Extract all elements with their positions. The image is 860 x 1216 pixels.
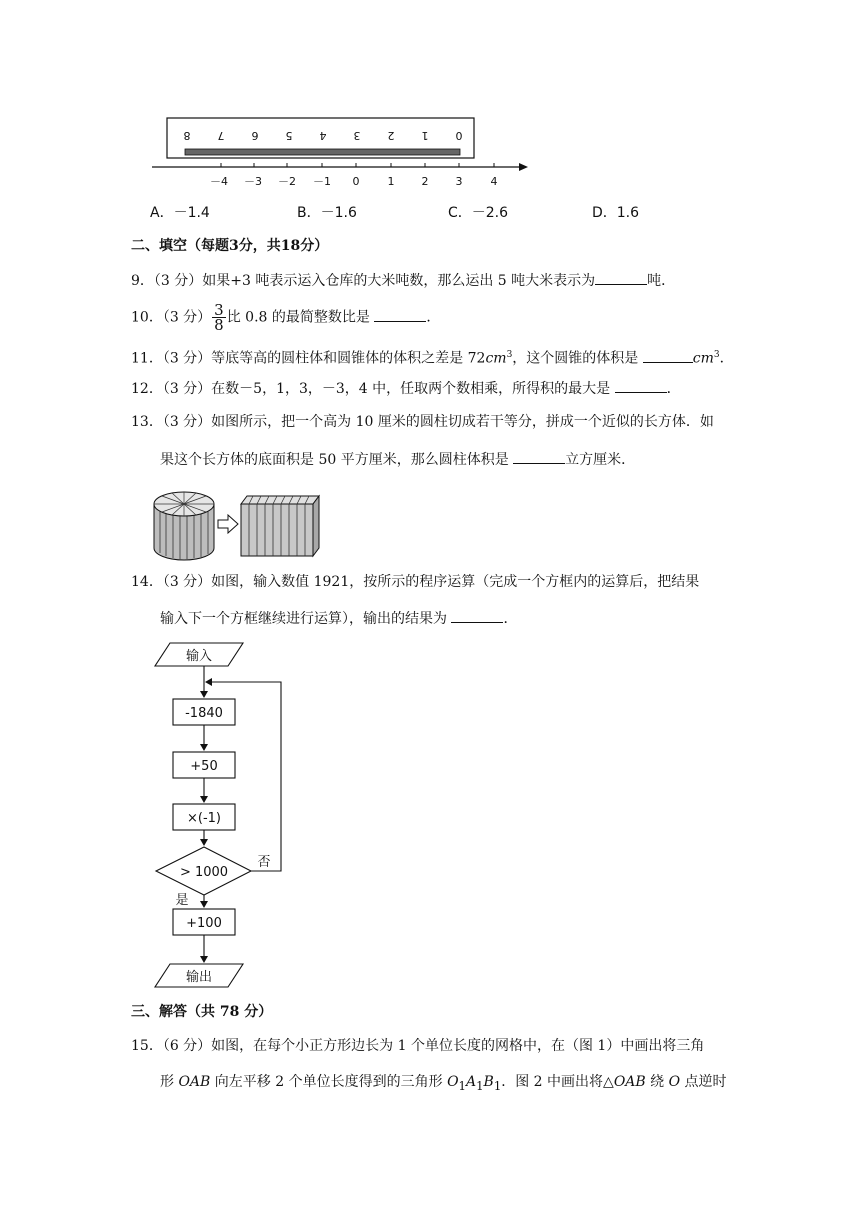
q15-var: O (447, 1074, 459, 1090)
question-15-line-1: 15．（6 分）如图，在每个小正方形边长为 1 个单位长度的网格中，在（图 1）中画出将三角 (131, 1038, 705, 1054)
flowchart (148, 640, 298, 992)
ruler-label: 8 (183, 129, 191, 142)
ruler-label: 7 (217, 129, 225, 142)
unit-exponent: 3 (506, 350, 513, 360)
q13-end: 立方厘米． (565, 452, 636, 468)
cylinder-icon (154, 492, 214, 560)
flow-yes-label: 是 (175, 893, 189, 908)
q15-sub: 1 (476, 1078, 484, 1093)
flow-step-label: +100 (186, 916, 222, 931)
ruler-shaded-bar (185, 149, 460, 155)
ruler-label: 3 (353, 129, 361, 142)
cuboid-icon (241, 496, 319, 556)
q15-var: A (465, 1074, 477, 1090)
unit: cm (692, 350, 714, 367)
flow-condition-label: > 1000 (179, 865, 229, 880)
q15-var: O (668, 1074, 681, 1090)
q12-text: 12．（3 分）在数－5，1，3，－3，4 中，任取两个数相乘，所得积的最大是 (131, 381, 611, 397)
flow-no-label: 否 (257, 855, 271, 870)
ruler-label: 5 (285, 129, 293, 142)
q11-end: ． (719, 350, 734, 367)
question-11 (131, 345, 734, 369)
question-10 (131, 303, 440, 332)
unit-exponent: 3 (713, 350, 720, 360)
q12-end: ． (666, 381, 681, 397)
axis-tick-label: 2 (421, 175, 429, 188)
section-3-title: 三、解答（共 78 分） (131, 1004, 273, 1020)
right-arrow-icon (218, 515, 238, 533)
question-14-line-2 (160, 608, 517, 629)
answer-blank (451, 608, 503, 623)
question-12 (131, 378, 681, 399)
flow-step-label: -1840 (185, 706, 223, 721)
option-b: B．－1.6 (297, 205, 357, 221)
cylinder-to-cuboid-figure (148, 486, 328, 564)
q14-text: 输入下一个方框继续进行运算），输出的结果为 (160, 611, 447, 627)
answer-blank (374, 307, 426, 322)
q15-var: OAB (613, 1074, 646, 1090)
q9-text: 9．（3 分）如果+3 吨表示运入仓库的大米吨数，那么运出 5 吨大米表示为 (131, 273, 596, 289)
fraction-numerator: 3 (214, 301, 224, 319)
axis-tick-label: 3 (455, 175, 463, 188)
q15-text: 向左平移 2 个单位长度得到的三角形 (210, 1074, 448, 1090)
ruler-label: 4 (319, 129, 327, 142)
q9-text-end: 吨． (647, 273, 676, 289)
q15-text: 点逆时 (680, 1074, 727, 1090)
ruler-label: 2 (387, 129, 395, 142)
option-c: C．－2.6 (448, 205, 509, 221)
q15-text: 绕 (645, 1074, 669, 1090)
ruler-label: 6 (251, 129, 259, 142)
answer-blank (595, 270, 647, 285)
q15-sub: 1 (458, 1078, 466, 1093)
fraction-denominator: 8 (214, 316, 224, 334)
q10-end: ． (426, 309, 441, 326)
question-15-line-2 (160, 1072, 727, 1096)
ruler-label: 0 (455, 129, 463, 142)
question-13-line-1: 13．（3 分）如图所示，把一个高为 10 厘米的圆柱切成若干等分，拼成一个近似的长方体．如 (131, 414, 714, 430)
q11-text: 11．（3 分）等底等高的圆柱体和圆锥体的体积之差是 72 (131, 350, 486, 367)
section-2-title: 二、填空（每题3分，共18分） (131, 238, 329, 254)
q14-end: ． (503, 611, 518, 627)
q15-text: ．图 2 中画出将△ (501, 1074, 614, 1090)
answer-blank (643, 348, 693, 363)
answer-blank (615, 378, 667, 393)
flow-step-label: +50 (190, 759, 218, 774)
ruler-label: 1 (421, 129, 429, 142)
question-13-line-2 (160, 449, 635, 470)
q15-text: 形 (160, 1074, 179, 1090)
question-9 (131, 270, 675, 291)
answer-blank (513, 449, 565, 464)
axis-tick-label: 0 (352, 175, 360, 188)
flow-step-label: ×(-1) (187, 811, 221, 826)
q13-text: 果这个长方体的底面积是 50 平方厘米，那么圆柱体积是 (160, 452, 509, 468)
q15-var: B (483, 1074, 494, 1090)
q15-sub: 1 (493, 1078, 502, 1093)
unit: cm (485, 350, 507, 367)
question-14-line-1: 14．（3 分）如图，输入数值 1921，按所示的程序运算（完成一个方框内的运算后，把结果 (131, 574, 700, 590)
axis-tick-label: 4 (490, 175, 498, 188)
option-a: A．－1.4 (150, 205, 210, 221)
flow-output-label: 输出 (185, 970, 213, 985)
number-line-arrow (519, 163, 528, 171)
ruler-number-line-figure (150, 112, 540, 192)
q10-prefix: 10．（3 分） (131, 309, 212, 326)
q11-text-mid: ，这个圆锥的体积是 (512, 350, 639, 367)
axis-tick-label: －2 (278, 175, 296, 188)
axis-tick-label: －1 (313, 175, 331, 188)
axis-tick-label: 1 (387, 175, 395, 188)
fraction (212, 303, 226, 332)
axis-tick-label: －3 (244, 175, 262, 188)
option-d: D．1.6 (592, 205, 640, 221)
flow-input-label: 输入 (185, 649, 213, 664)
q15-var: OAB (178, 1074, 211, 1090)
q10-text: 比 0.8 的最简整数比是 (226, 309, 370, 326)
axis-tick-label: －4 (210, 175, 228, 188)
